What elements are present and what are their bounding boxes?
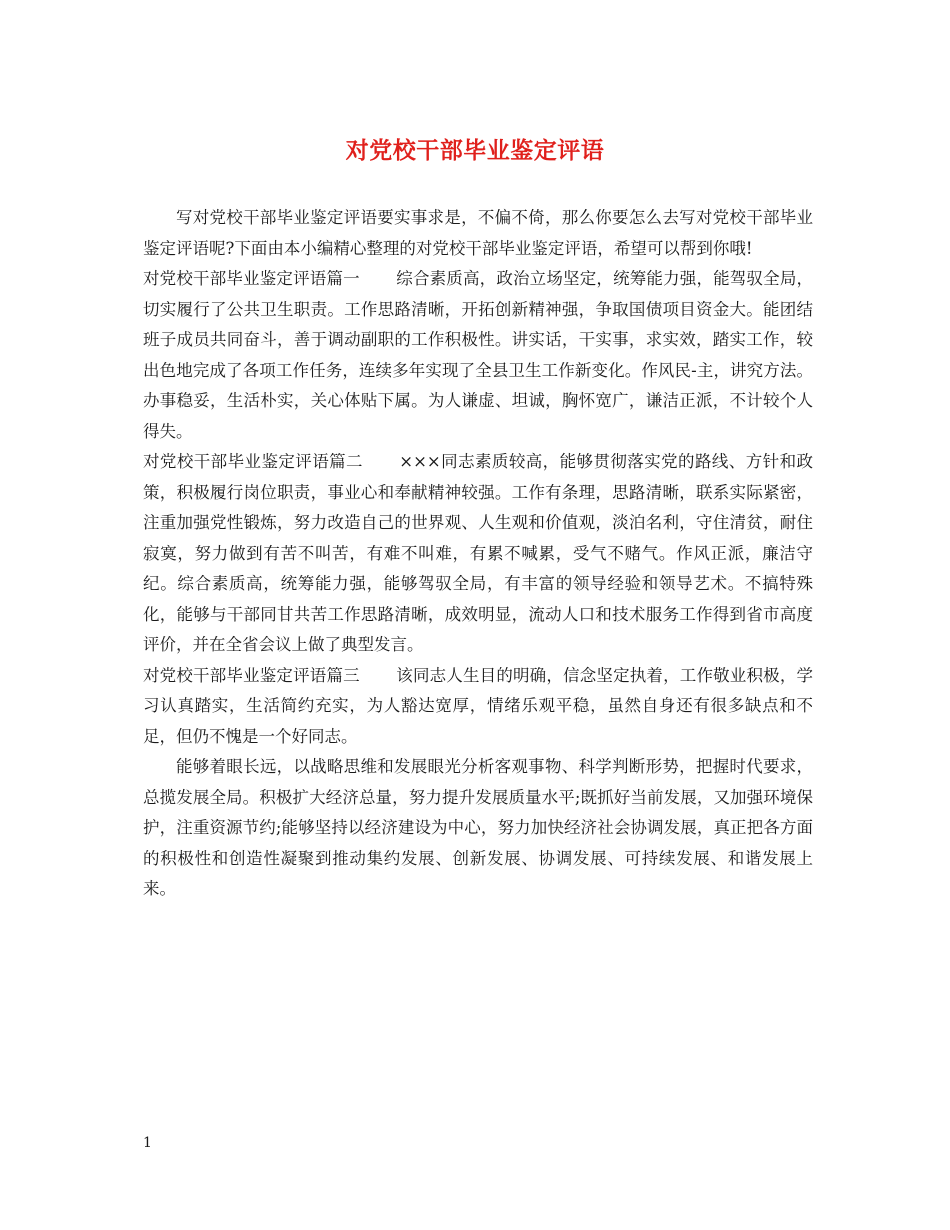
section-2 (143, 447, 813, 661)
intro-paragraph: 写对党校干部毕业鉴定评语要实事求是，不偏不倚，那么你要怎么去写对党校干部毕业鉴定评语呢?下面由本小编精心整理的对党校干部毕业鉴定评语，希望可以帮到你哦! (143, 208, 813, 258)
page-number: 1 (143, 1135, 152, 1151)
section-1-body: 综合素质高，政治立场坚定，统筹能力强，能驾驭全局，切实履行了公共卫生职责。工作思路清晰，开拓创新精神强，争取国债项目资金大。能团结班子成员共同奋斗，善于调动副职的工作积极性。讲实话，干实事，求实效，踏实工作，较出色地完成了各项工作任务，连续多年实现了全县卫生工作新变化。作风民-主，讲究方法。办事稳妥，生活朴实，关心体贴下属。为人谦虚、坦诚，胸怀宽广，谦洁正派，不计较个人得失。 (143, 269, 814, 441)
section-1 (143, 264, 813, 447)
document-body (143, 203, 813, 905)
section-3-body: 该同志人生目的明确，信念坚定执着，工作敬业积极，学习认真踏实，生活简约充实，为人豁达宽厚，情绪乐观平稳，虽然自身还有很多缺点和不足，但仍不愧是一个好同志。 (143, 665, 814, 746)
closing-paragraph: 能够着眼长远，以战略思维和发展眼光分析客观事物、科学判断形势，把握时代要求，总揽发展全局。积极扩大经济总量，努力提升发展质量水平;既抓好当前发展，又加强环境保护，注重资源节约;能够坚持以经济建设为中心，努力加快经济社会协调发展，真正把各方面的积极性和创造性凝聚到推动集约发展、创新发展、协调发展、可持续发展、和谐发展上来。 (143, 757, 813, 898)
section-3 (143, 661, 813, 753)
section-2-body: ×××同志素质较高，能够贯彻落实党的路线、方针和政策，积极履行岗位职责，事业心和奉献精神较强。工作有条理，思路清晰，联系实际紧密，注重加强党性锻炼，努力改造自己的世界观、人生观和价值观，淡泊名利，守住清贫，耐住寂寞，努力做到有苦不叫苦，有难不叫难，有累不喊累，受气不赌气。作风正派，廉洁守纪。综合素质高，统筹能力强，能够驾驭全局，有丰富的领导经验和领导艺术。不搞特殊化，能够与干部同甘共苦工作思路清晰，成效明显，流动人口和技术服务工作得到省市高度评价，并在全省会议上做了典型发言。 (143, 452, 813, 654)
section-1-heading: 对党校干部毕业鉴定评语篇一 (143, 269, 360, 288)
section-2-heading: 对党校干部毕业鉴定评语篇二 (143, 452, 363, 471)
page-title: 对党校干部毕业鉴定评语 (345, 137, 605, 164)
section-3-heading: 对党校干部毕业鉴定评语篇三 (143, 665, 360, 685)
